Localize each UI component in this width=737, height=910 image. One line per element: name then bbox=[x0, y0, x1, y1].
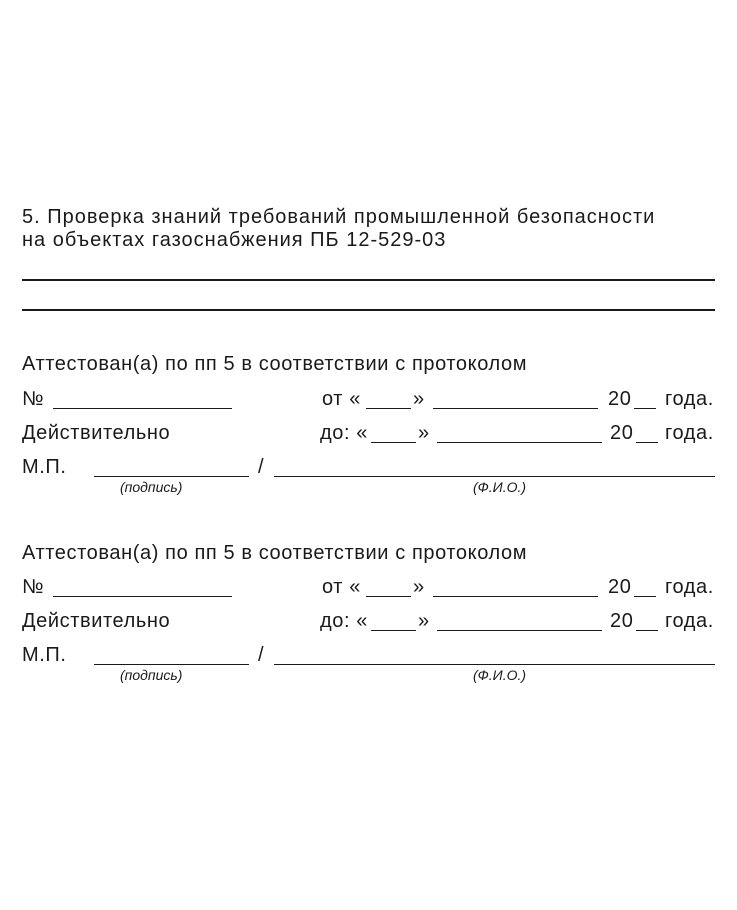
quote-close: » bbox=[413, 388, 425, 410]
until-month-field[interactable] bbox=[437, 630, 602, 631]
from-year-field[interactable] bbox=[634, 596, 656, 597]
year-suffix: года. bbox=[665, 610, 714, 632]
year-suffix: года. bbox=[665, 576, 714, 598]
year-prefix: 20 bbox=[610, 422, 634, 444]
valid-label: Действительно bbox=[22, 610, 171, 632]
full-name-field[interactable] bbox=[274, 664, 715, 665]
separator: / bbox=[258, 644, 265, 666]
signature-caption: (подпись) bbox=[120, 479, 183, 495]
attestation-title: Аттестован(а) по пп 5 в соответствии с протоколом bbox=[22, 353, 528, 375]
number-label: № bbox=[22, 576, 45, 598]
signature-caption: (подпись) bbox=[120, 667, 183, 683]
until-year-field[interactable] bbox=[636, 630, 658, 631]
until-date-label: до: « bbox=[320, 610, 369, 632]
signature-field[interactable] bbox=[94, 664, 249, 665]
from-day-field[interactable] bbox=[366, 408, 411, 409]
separator: / bbox=[258, 456, 265, 478]
number-label: № bbox=[22, 388, 45, 410]
stamp-label: М.П. bbox=[22, 456, 67, 478]
from-date-label: от « bbox=[322, 576, 361, 598]
until-year-field[interactable] bbox=[636, 442, 658, 443]
year-prefix: 20 bbox=[608, 388, 632, 410]
protocol-number-field[interactable] bbox=[53, 596, 232, 597]
attestation-title: Аттестован(а) по пп 5 в соответствии с протоколом bbox=[22, 542, 528, 564]
write-in-line-1[interactable] bbox=[22, 279, 715, 281]
year-prefix: 20 bbox=[608, 576, 632, 598]
until-day-field[interactable] bbox=[371, 630, 416, 631]
valid-label: Действительно bbox=[22, 422, 171, 444]
year-suffix: года. bbox=[665, 388, 714, 410]
from-day-field[interactable] bbox=[366, 596, 411, 597]
until-day-field[interactable] bbox=[371, 442, 416, 443]
quote-close: » bbox=[418, 422, 430, 444]
from-year-field[interactable] bbox=[634, 408, 656, 409]
year-prefix: 20 bbox=[610, 610, 634, 632]
section-title-line-2: на объектах газоснабжения ПБ 12-529-03 bbox=[22, 229, 447, 251]
full-name-field[interactable] bbox=[274, 476, 715, 477]
name-caption: (Ф.И.О.) bbox=[473, 667, 527, 683]
year-suffix: года. bbox=[665, 422, 714, 444]
signature-field[interactable] bbox=[94, 476, 249, 477]
section-title-line-1: 5. Проверка знаний требований промышленной безопасности bbox=[22, 206, 656, 228]
from-month-field[interactable] bbox=[433, 596, 598, 597]
quote-close: » bbox=[413, 576, 425, 598]
from-date-label: от « bbox=[322, 388, 361, 410]
until-date-label: до: « bbox=[320, 422, 369, 444]
until-month-field[interactable] bbox=[437, 442, 602, 443]
name-caption: (Ф.И.О.) bbox=[473, 479, 527, 495]
write-in-line-2[interactable] bbox=[22, 309, 715, 311]
quote-close: » bbox=[418, 610, 430, 632]
protocol-number-field[interactable] bbox=[53, 408, 232, 409]
stamp-label: М.П. bbox=[22, 644, 67, 666]
from-month-field[interactable] bbox=[433, 408, 598, 409]
